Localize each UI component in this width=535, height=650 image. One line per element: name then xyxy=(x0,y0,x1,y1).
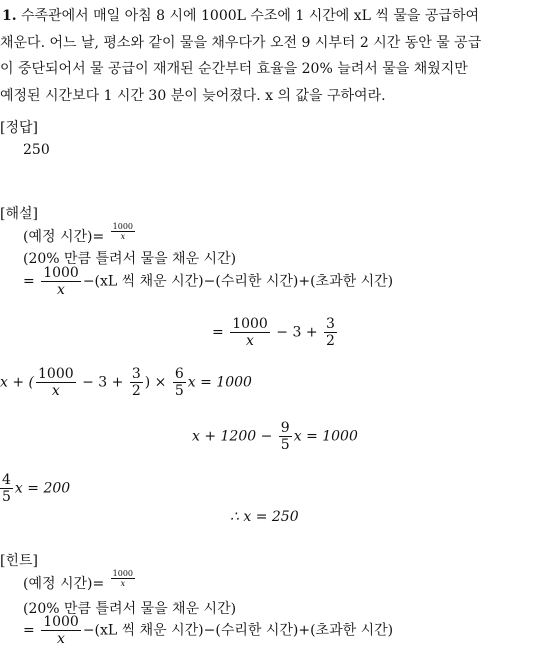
solution-line-5: x + ( $\frac{1000}{x}$ − 3 + $\frac{3}{2}$ ) × $\frac{6}{5}$ x = 1000 xyxy=(0,366,252,400)
problem-line-2: 채운다. 어느 날, 평소와 같이 물을 채우다가 오전 9 시부터 2 시간 동안 물 공급 xyxy=(0,35,482,51)
hint-line-2: (20% 만큼 틀려서 물을 채운 시간) xyxy=(23,601,237,617)
problem-number: 1. xyxy=(2,8,17,24)
problem-text-1: 수족관에서 매일 아침 8 시에 1000L 수조에 1 시간에 xL 씩 물을 공급하여 xyxy=(21,8,479,24)
fraction-4-over-5: $\frac{4}{5}$ xyxy=(2,472,11,506)
solution-line-7: $\frac{4}{5}$ x = 200 xyxy=(2,472,71,506)
problem-line-3: 이 중단되어서 물 공급이 재개된 순간부터 효율을 20% 늘려서 물을 채웠지만 xyxy=(0,61,468,77)
fraction-6-over-5: $\frac{6}{5}$ xyxy=(174,366,184,400)
problem-line-1 xyxy=(2,5,479,25)
answer-value: 250 xyxy=(23,142,50,158)
solution-line-4: = $\frac{1000}{x}$ − 3 + $\frac{3}{2}$ xyxy=(212,316,335,350)
hint-heading: [힌트] xyxy=(0,553,38,569)
hint-line-1: (예정 시간)= $\frac{1000}{x}$ xyxy=(23,569,134,593)
fraction-1000-over-x: $\frac{1000}{x}$ xyxy=(112,569,134,589)
solution-line-6: x + 1200 − $\frac{9}{5}$ x = 1000 xyxy=(192,420,358,454)
fraction-3-over-2: $\frac{3}{2}$ xyxy=(131,366,141,400)
fraction-1000-over-x: $\frac{1000}{x}$ xyxy=(43,614,79,648)
fraction-1000-over-x: $\frac{1000}{x}$ xyxy=(232,316,268,350)
fraction-3-over-2: $\frac{3}{2}$ xyxy=(326,316,335,350)
solution-line-1 xyxy=(23,222,137,246)
solution-line-2: (20% 만큼 틀려서 물을 채운 시간) xyxy=(23,251,237,267)
solution-planned-time: (예정 시간)= xyxy=(23,229,105,246)
solution-line-3: = $\frac{1000}{x}$ −(xL 씩 채운 시간)−(수리한 시간)+(초과한 시간) xyxy=(23,265,394,299)
fraction-1000-over-x: $\frac{1000}{x}$ xyxy=(112,222,134,242)
problem-line-4: 예정된 시간보다 1 시간 30 분이 늦어졌다. x 의 값을 구하여라. xyxy=(0,88,386,104)
solution-conclusion: ∴ x = 250 xyxy=(230,509,299,525)
fraction-9-over-5: $\frac{9}{5}$ xyxy=(280,420,290,454)
fraction-1000-over-x: $\frac{1000}{x}$ xyxy=(38,366,74,400)
fraction-1000-over-x: $\frac{1000}{x}$ xyxy=(43,265,79,299)
solution-heading: [해설] xyxy=(0,206,38,222)
answer-heading: [정답] xyxy=(0,120,38,136)
hint-line-3: = $\frac{1000}{x}$ −(xL 씩 채운 시간)−(수리한 시간)+(초과한 시간) xyxy=(23,614,394,648)
